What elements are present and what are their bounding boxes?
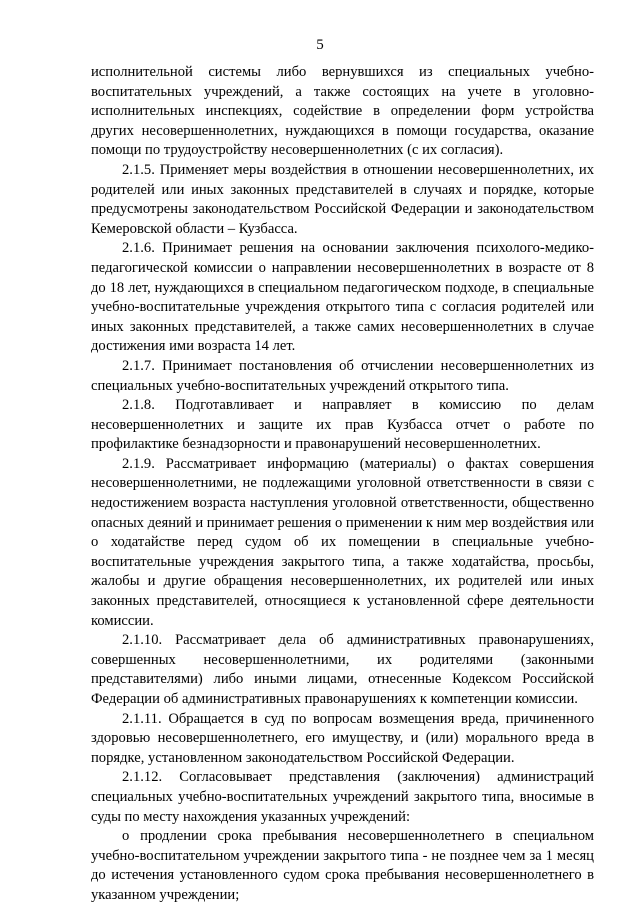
document-body <box>91 63 594 906</box>
paragraph-continuation: исполнительной системы либо вернувшихся из специальных учебно-воспитательных учреждений, а также состоящих на учете в уголовно-исполнительных инспекциях, содействие в определении форм устройства других несовершеннолетних, нуждающихся в помощи государства, оказание помощи по трудоустройству несовершеннолетних (с их согласия). <box>91 64 594 159</box>
paragraph-list-item: о продлении срока пребывания несовершеннолетнего в специальном учебно-воспитательном учреждении закрытого типа - не позднее чем за 1 месяц до истечения установленного судом срока пребывания несовершеннолетнего в указанном учреждении; <box>91 828 594 903</box>
paragraph-2-1-6: 2.1.6. Принимает решения на основании заключения психолого-медико-педагогической комиссии о направлении несовершеннолетних в возрасте от 8 до 18 лет, нуждающихся в специальном педагогическом подходе, в специальные учебно-воспитательные учреждения открытого типа с согласия родителей или иных законных представителей, а также самих несовершеннолетних в случае достижения ими возраста 14 лет. <box>91 240 594 355</box>
paragraph-2-1-11: 2.1.11. Обращается в суд по вопросам возмещения вреда, причиненного здоровью несовершеннолетнего, его имуществу, и (или) морального вреда в порядке, установленном законодательством Российской Федерации. <box>91 710 594 766</box>
paragraph-2-1-12: 2.1.12. Согласовывает представления (заключения) администраций специальных учебно-воспитательных учреждений закрытого типа, вносимые в суды по месту нахождения указанных учреждений: <box>91 769 594 825</box>
paragraph-2-1-7: 2.1.7. Принимает постановления об отчислении несовершеннолетних из специальных учебно-воспитательных учреждений открытого типа. <box>91 357 594 394</box>
paragraph-2-1-9: 2.1.9. Рассматривает информацию (материалы) о фактах совершения несовершеннолетними, не подлежащими уголовной ответственности в связи с недостижением возраста наступления уголовной ответственности, общественно опасных деяний и принимает решения о применении к ним мер воздействия или о ходатайстве перед судом об их помещении в специальные учебно-воспитательные учреждения закрытого типа, а также ходатайства, просьбы, жалобы и другие обращения несовершеннолетних, их родителей или иных законных представителей, относящиеся к установленной сфере деятельности комиссии. <box>91 455 594 629</box>
paragraph-2-1-8: 2.1.8. Подготавливает и направляет в комиссию по делам несовершеннолетних и защите их прав Кузбасса отчет о работе по профилактике безнадзорности и правонарушений несовершеннолетних. <box>91 397 594 453</box>
paragraph-2-1-5: 2.1.5. Применяет меры воздействия в отношении несовершеннолетних, их родителей или иных законных представителей в случаях и порядке, которые предусмотрены законодательством Российской Федерации и законодательством Кемеровской области – Кузбасса. <box>91 161 594 237</box>
page-number: 5 <box>316 37 324 53</box>
paragraph-2-1-10: 2.1.10. Рассматривает дела об административных правонарушениях, совершенных несовершеннолетними, их родителями (законными представителями) либо иными лицами, отнесенные Кодексом Российской Федерации об административных правонарушениях к компетенции комиссии. <box>91 632 594 707</box>
